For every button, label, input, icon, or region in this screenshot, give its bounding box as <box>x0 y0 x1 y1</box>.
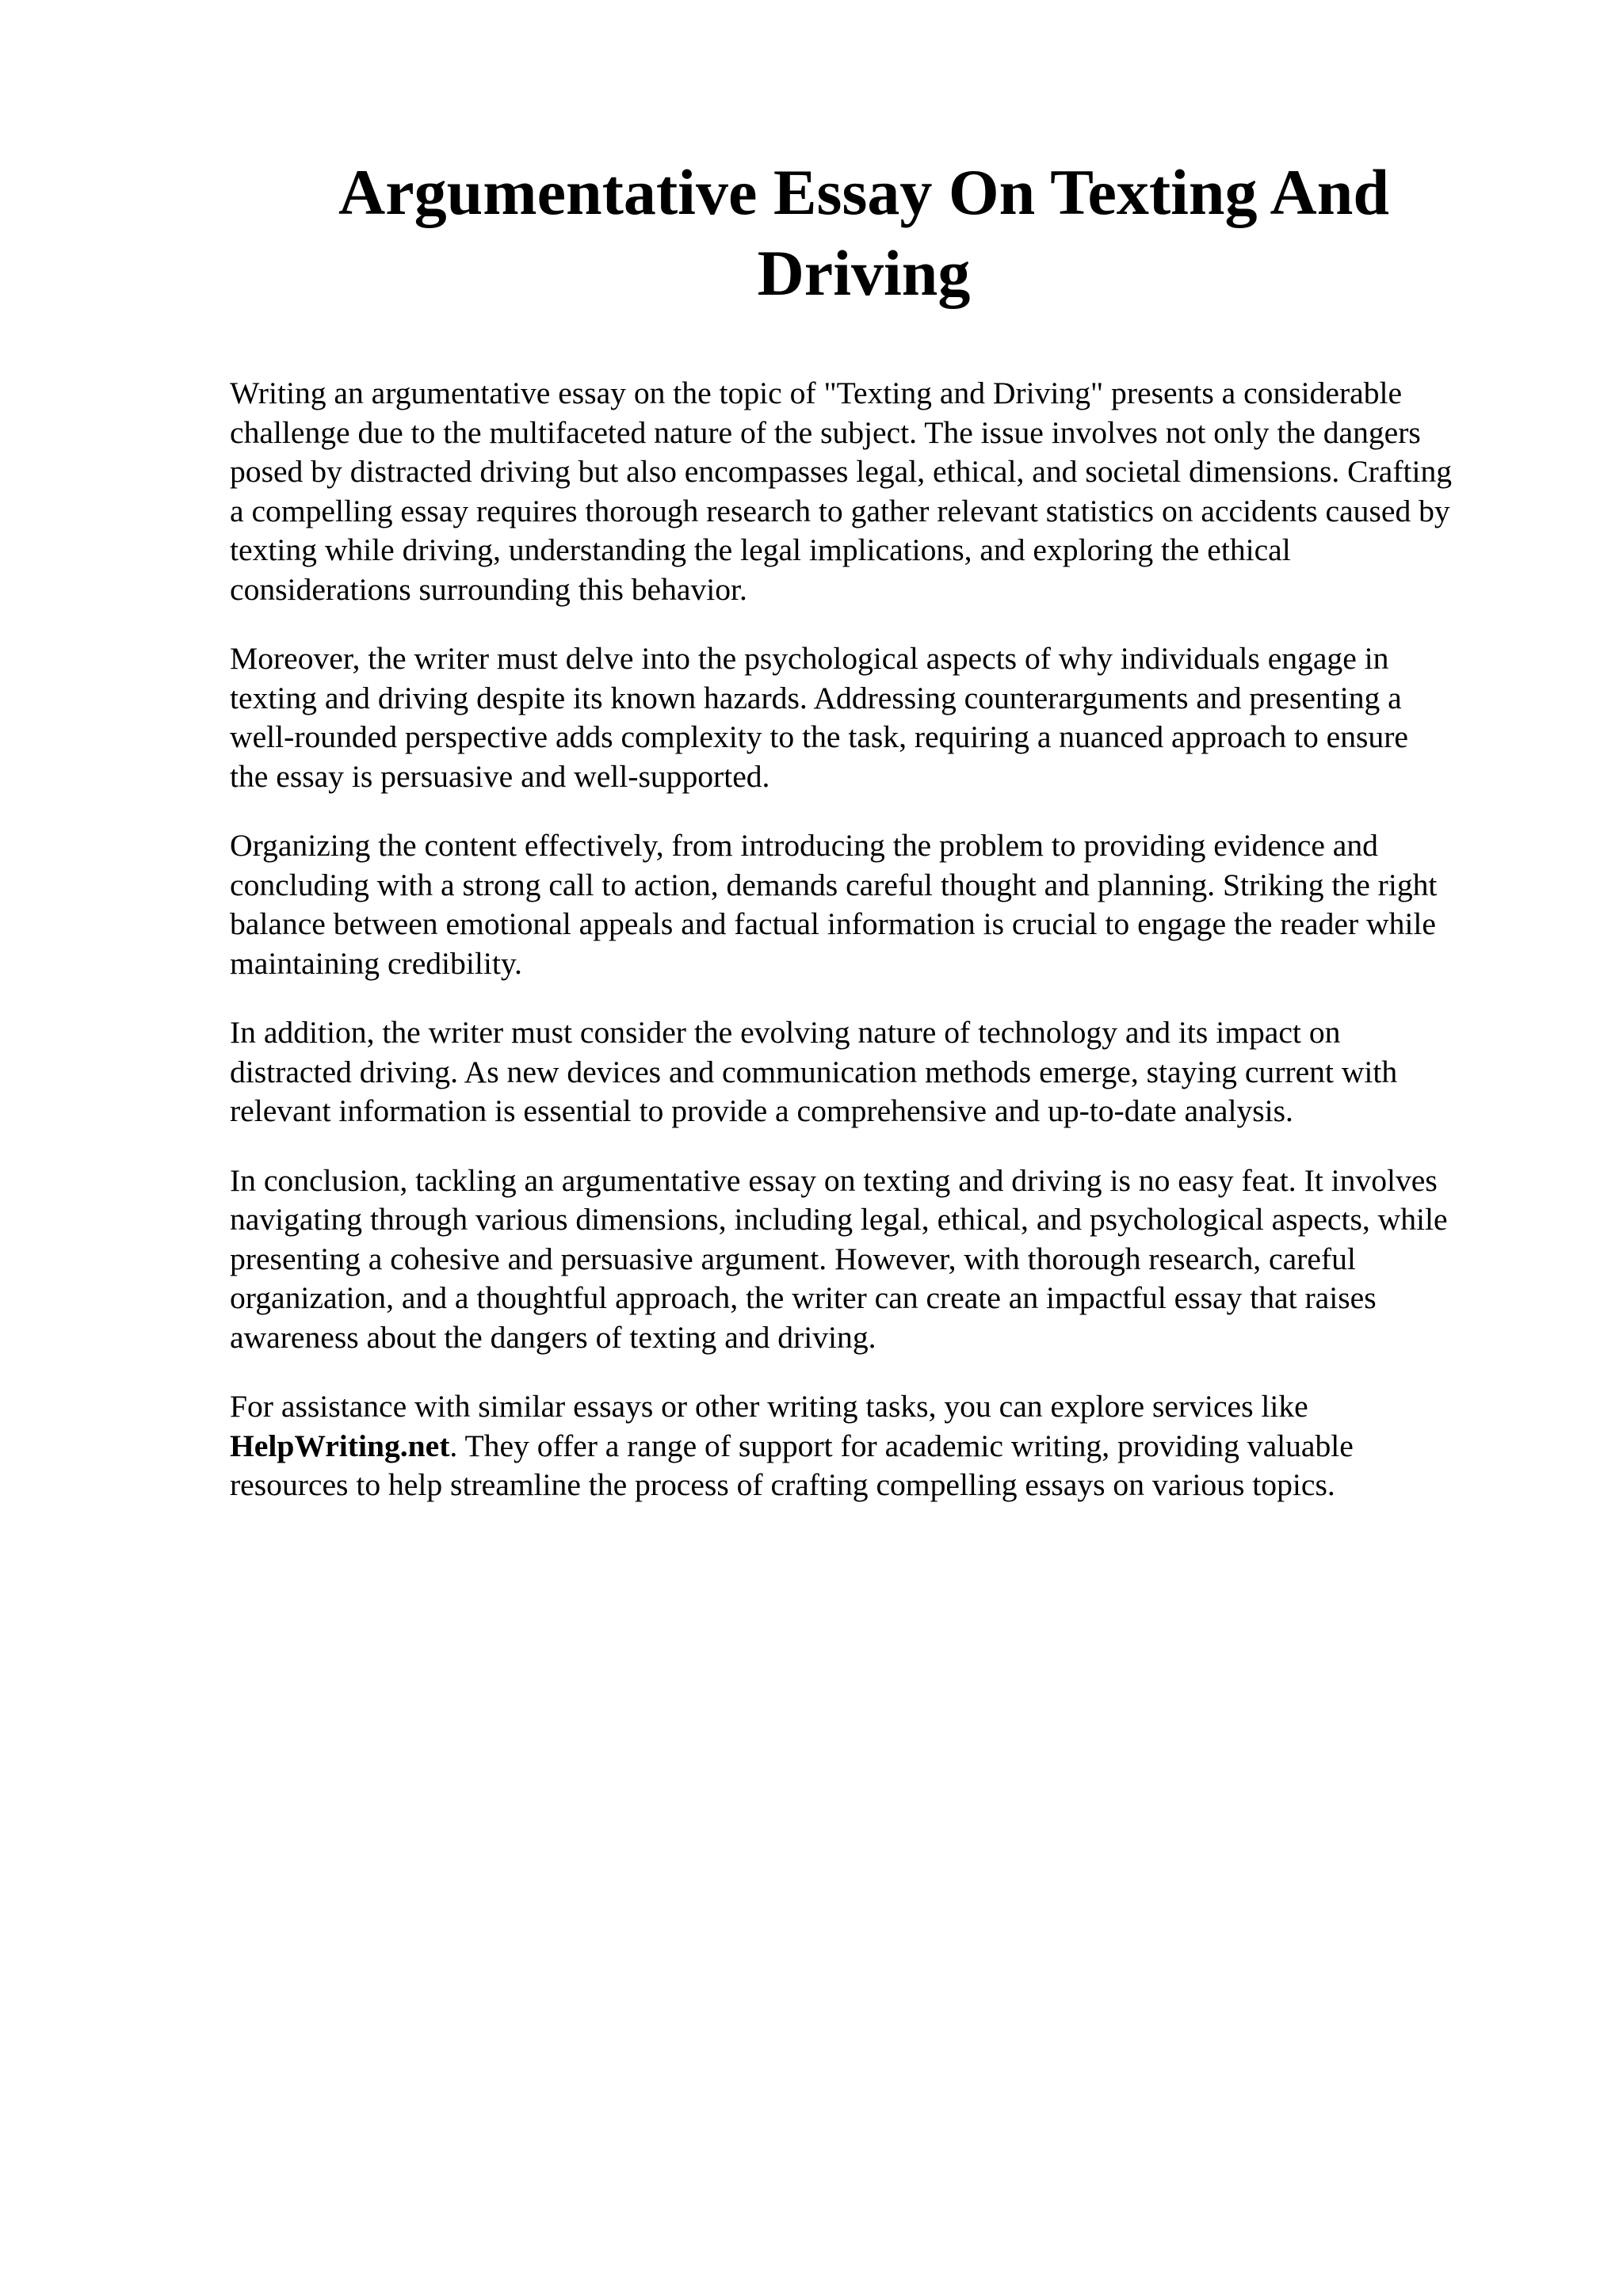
closing-text-after: . They offer a range of support for academic writing, providing valuable resources to help streamline the process of crafting compelling essays on various topics. <box>230 1428 1354 1502</box>
closing-text-before: For assistance with similar essays or other writing tasks, you can explore services like <box>230 1389 1308 1424</box>
paragraph-closing <box>230 1387 1529 1505</box>
document-body <box>230 374 1529 1535</box>
paragraph-intro: Writing an argumentative essay on the topic of "Texting and Driving" presents a considerable challenge due to the multifaceted nature of the subject. The issue involves not only the dangers posed by distracted driving but also encompasses legal, ethical, and societal dimensions. Crafting a compelling essay requires thorough research to gather relevant statistics on accidents caused by texting while driving, understanding the legal implications, and exploring the ethical considerations surrounding this behavior. <box>230 376 1453 607</box>
paragraph-psychology: Moreover, the writer must delve into the psychological aspects of why individuals engage in texting and driving despite its known hazards. Addressing counterarguments and presenting a well-rounded perspective adds complexity to the task, requiring a nuanced approach to ensure the essay is persuasive and well-supported. <box>230 641 1408 794</box>
brand-name: HelpWriting.net <box>230 1428 450 1463</box>
document-title: Argumentative Essay On Texting And Driving <box>338 156 1389 309</box>
paragraph-organization: Organizing the content effectively, from introducing the problem to providing evidence and concluding with a strong call to action, demands careful thought and planning. Striking the right balance between emotional appeals and factual information is crucial to engage the reader while maintaining credibility. <box>230 828 1438 981</box>
paragraph-conclusion: In conclusion, tackling an argumentative essay on texting and driving is no easy feat. It involves navigating through various dimensions, including legal, ethical, and psychological aspects, while presenting a cohesive and persuasive argument. However, with thorough research, careful organization, and a thoughtful approach, the writer can create an impactful essay that raises awareness about the dangers of texting and driving. <box>230 1162 1448 1355</box>
paragraph-technology: In addition, the writer must consider the evolving nature of technology and its impact on distracted driving. As new devices and communication methods emerge, staying current with relevant information is essential to provide a comprehensive and up-to-date analysis. <box>230 1015 1398 1128</box>
